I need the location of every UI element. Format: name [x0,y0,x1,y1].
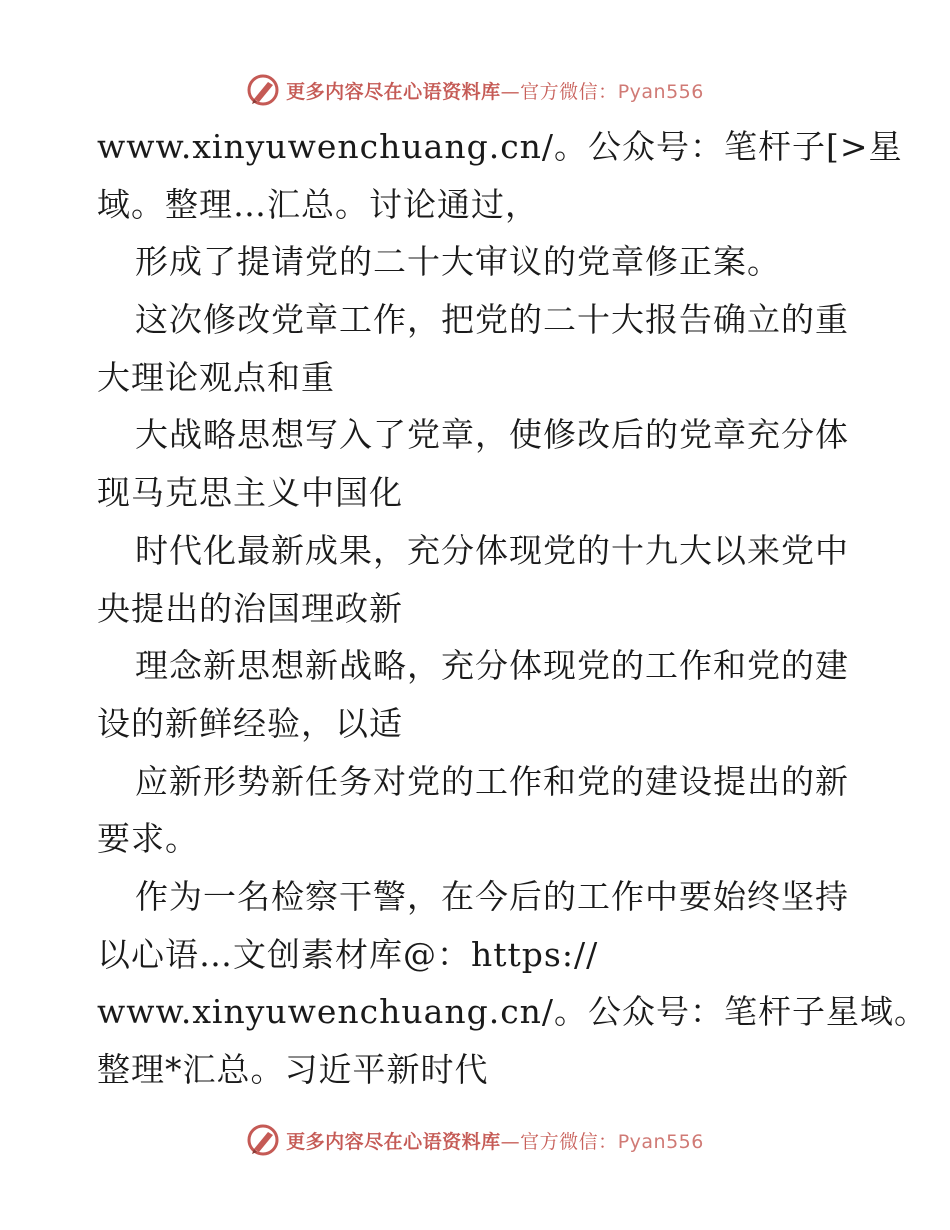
pen-logo-icon [246,1123,280,1157]
text-line: 形成了提请党的二十大审议的党章修正案。 [135,242,781,282]
document-body [97,118,929,1099]
text-line: 要求。 [97,819,199,859]
watermark-separator: — [500,80,521,103]
text-line: 设的新鲜经验，以适 [97,703,403,743]
text-line: 现马克思主义中国化 [97,473,403,513]
text-line: 理念新思想新战略，充分体现党的工作和党的建 [135,646,849,686]
text-line: www.xinyuwenchuang.cn/。公众号：笔杆子星域。 [97,992,929,1032]
watermark-official: 官方微信： [520,1130,618,1153]
watermark-separator: — [500,1130,521,1153]
text-line: 整理*汇总。习近平新时代 [97,1050,489,1089]
watermark-text [286,1127,704,1154]
watermark-official: 官方微信： [520,80,618,103]
pen-logo-icon [246,73,280,107]
text-line: 这次修改党章工作，把党的二十大报告确立的重 [135,300,849,340]
text-line: 以心语…文创素材库@：https:// [97,934,599,974]
watermark-main: 更多内容尽在心语资料库 [286,1130,501,1153]
text-line: www.xinyuwenchuang.cn/。公众号：笔杆子[>星 [97,127,903,166]
header-watermark [0,70,950,110]
text-line: 作为一名检察干警，在今后的工作中要始终坚持 [135,876,849,916]
watermark-wechat-id: Pyan556 [617,80,704,103]
watermark-main: 更多内容尽在心语资料库 [286,80,501,103]
watermark-wechat-id: Pyan556 [617,1130,704,1153]
text-line: 应新形势新任务对党的工作和党的建设提出的新 [135,761,849,801]
text-line: 央提出的治国理政新 [97,588,403,628]
watermark-text [286,77,704,104]
text-line: 时代化最新成果，充分体现党的十九大以来党中 [135,530,849,570]
footer-watermark [0,1120,950,1160]
text-line: 域。整理…汇总。讨论通过， [97,184,539,224]
text-line: 大理论观点和重 [97,357,335,397]
text-line: 大战略思想写入了党章，使修改后的党章充分体 [135,415,849,455]
